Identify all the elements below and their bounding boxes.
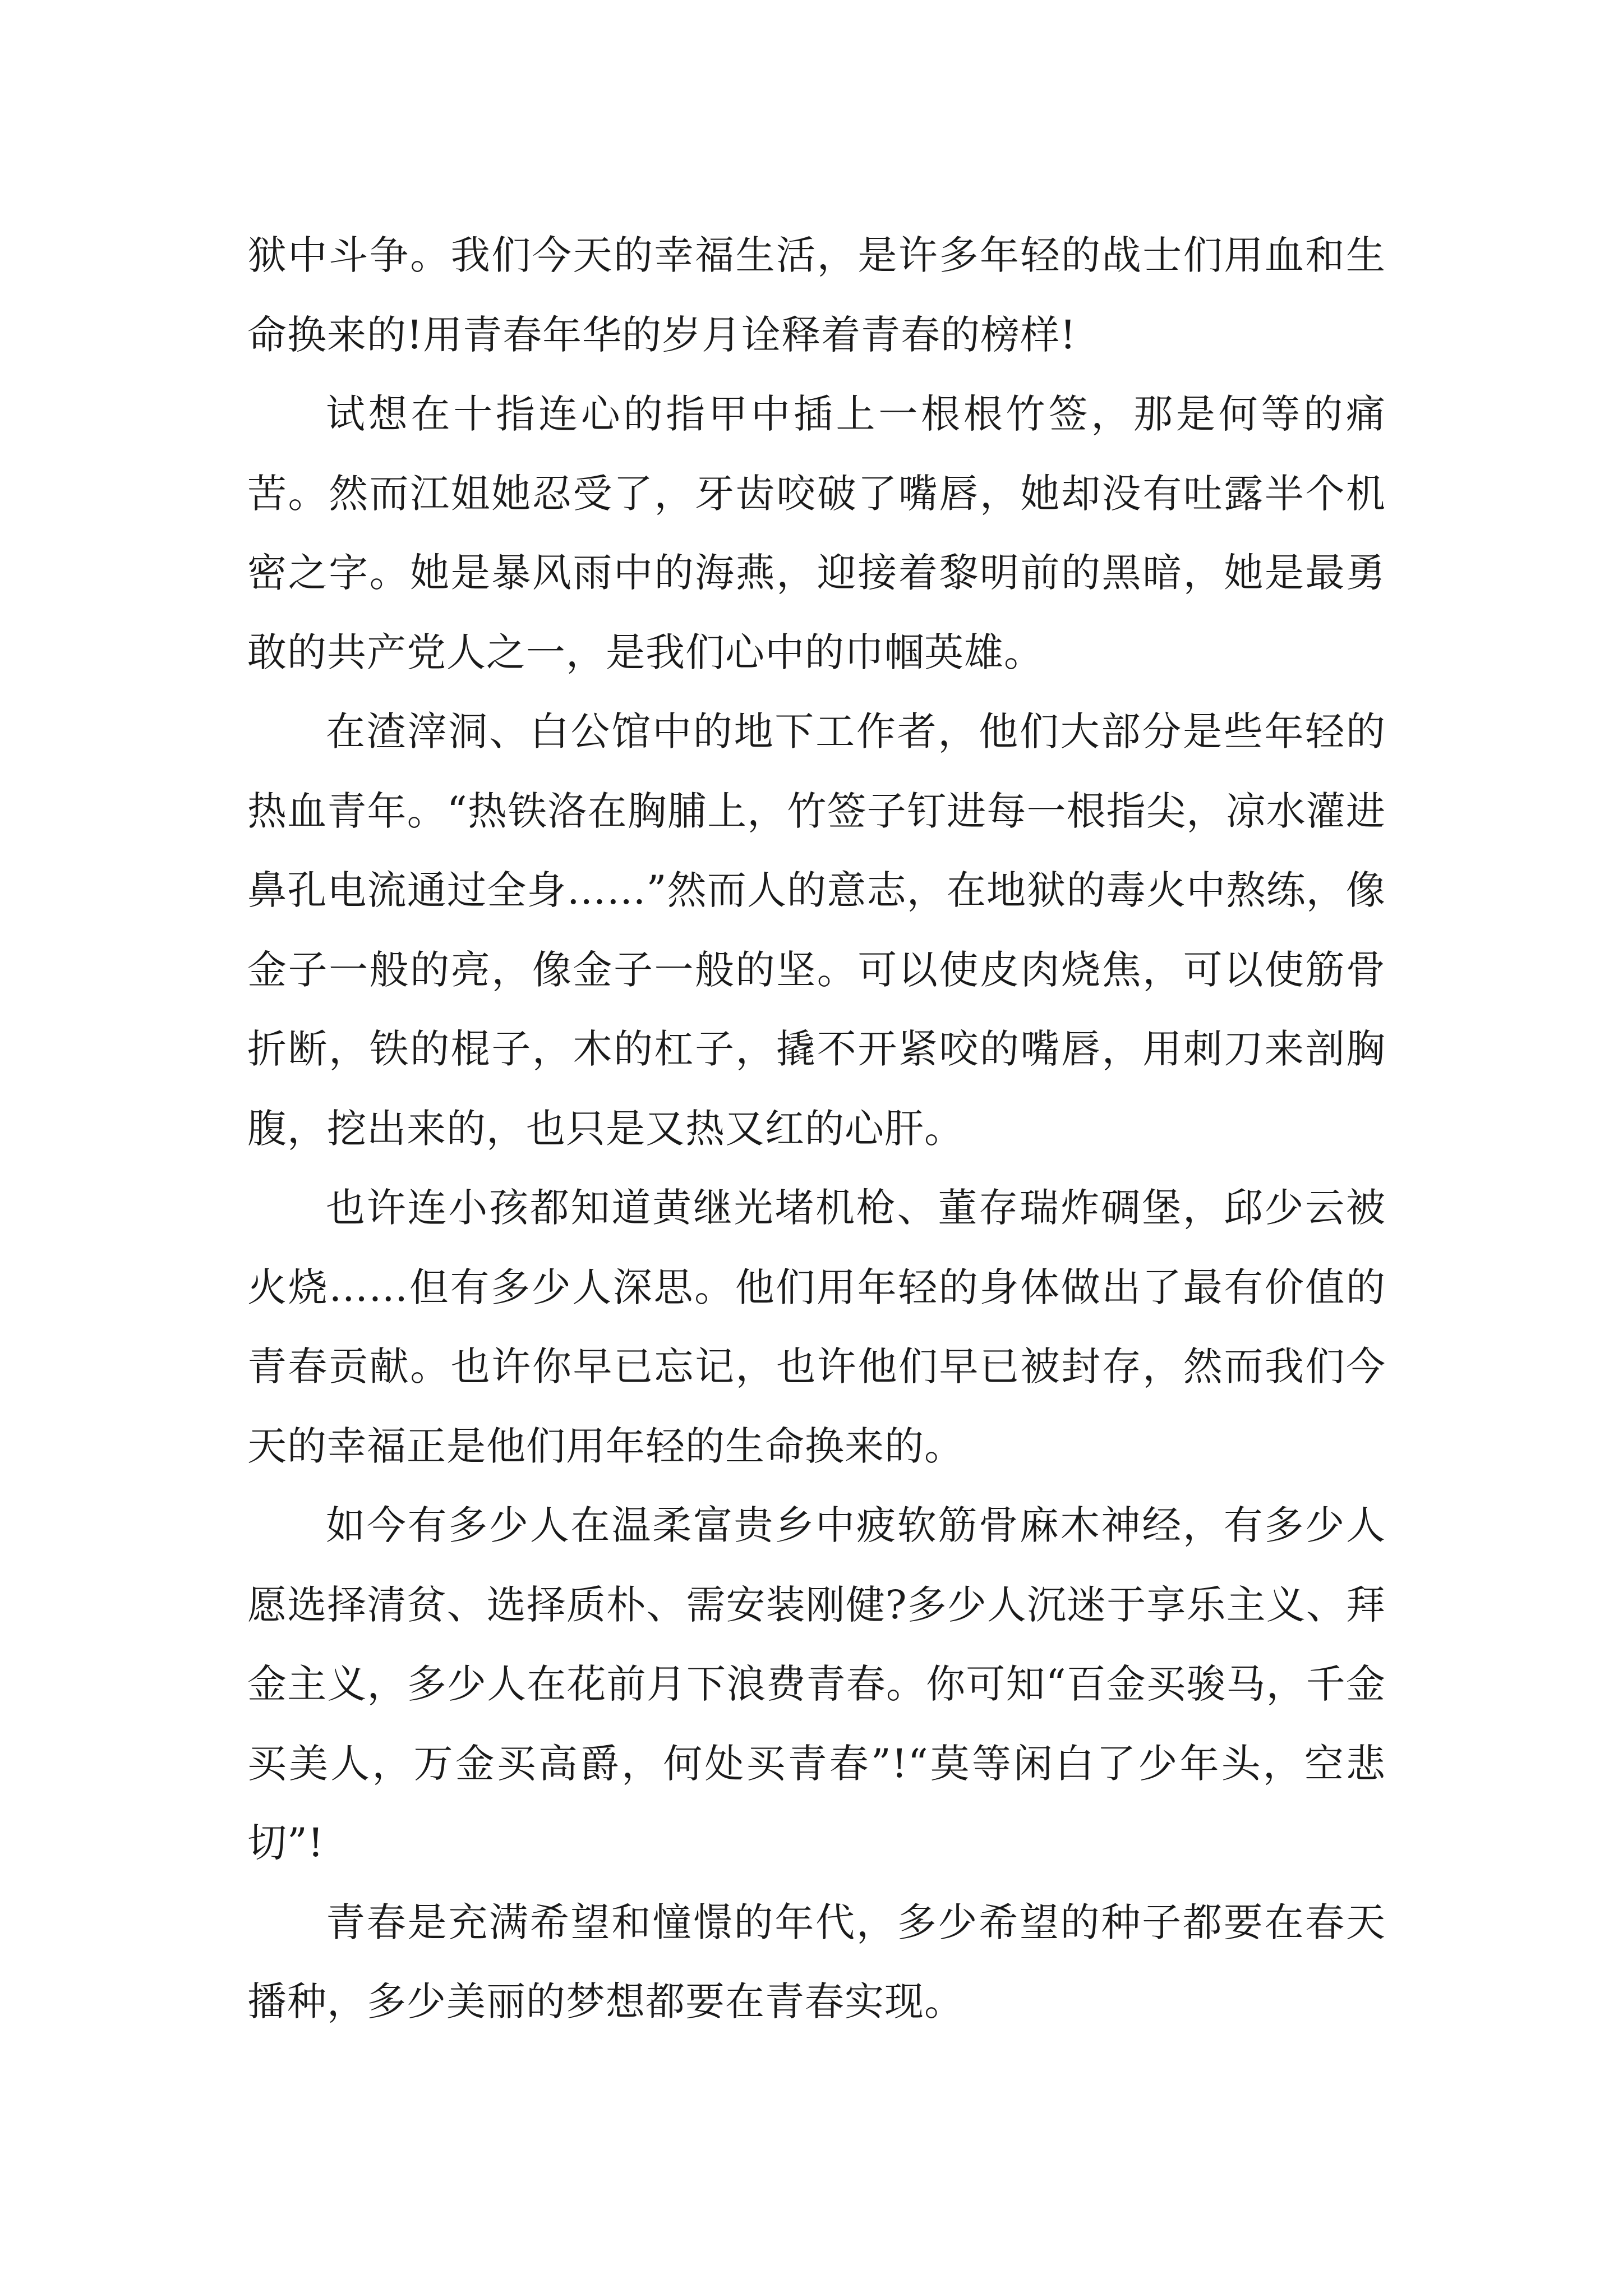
paragraph-5: 如今有多少人在温柔富贵乡中疲软筋骨麻木神经，有多少人愿选择清贫、选择质朴、需安装刚健?多少人沉迷于享乐主义、拜金主义，多少人在花前月下浪费青春。你可知“百金买骏马，千金买美人，万金买高爵，何处买青春”!“莫等闲白了少年头，空悲切”! [247, 1502, 1386, 1866]
paragraph-4: 也许连小孩都知道黄继光堵机枪、董存瑞炸碉堡，邱少云被火烧……但有多少人深思。他们用年轻的身体做出了最有价值的青春贡献。也许你早已忘记，也许他们早已被封存，然而我们今天的幸福正是他们用年轻的生命换来的。 [247, 1185, 1386, 1469]
paragraph-2: 试想在十指连心的指甲中插上一根根竹签，那是何等的痛苦。然而江姐她忍受了，牙齿咬破了嘴唇，她却没有吐露半个机密之字。她是暴风雨中的海燕，迎接着黎明前的黑暗，她是最勇敢的共产党人之一，是我们心中的巾帼英雄。 [247, 391, 1386, 675]
paragraph-3: 在渣滓洞、白公馆中的地下工作者，他们大部分是些年轻的热血青年。“热铁洛在胸脯上，竹签子钉进每一根指尖，凉水灌进鼻孔电流通过全身……”然而人的意志，在地狱的毒火中熬练，像金子一般的亮，像金子一般的坚。可以使皮肉烧焦，可以使筋骨折断，铁的棍子，木的杠子，撬不开紧咬的嘴唇，用刺刀来剖胸腹，挖出来的，也只是又热又红的心肝。 [247, 708, 1386, 1152]
paragraph-1: 狱中斗争。我们今天的幸福生活，是许多年轻的战士们用血和生命换来的!用青春年华的岁月诠释着青春的榜样! [247, 232, 1386, 358]
body-text [247, 216, 1386, 2042]
paragraph-6: 青春是充满希望和憧憬的年代，多少希望的种子都要在春天播种，多少美丽的梦想都要在青春实现。 [247, 1899, 1386, 2024]
